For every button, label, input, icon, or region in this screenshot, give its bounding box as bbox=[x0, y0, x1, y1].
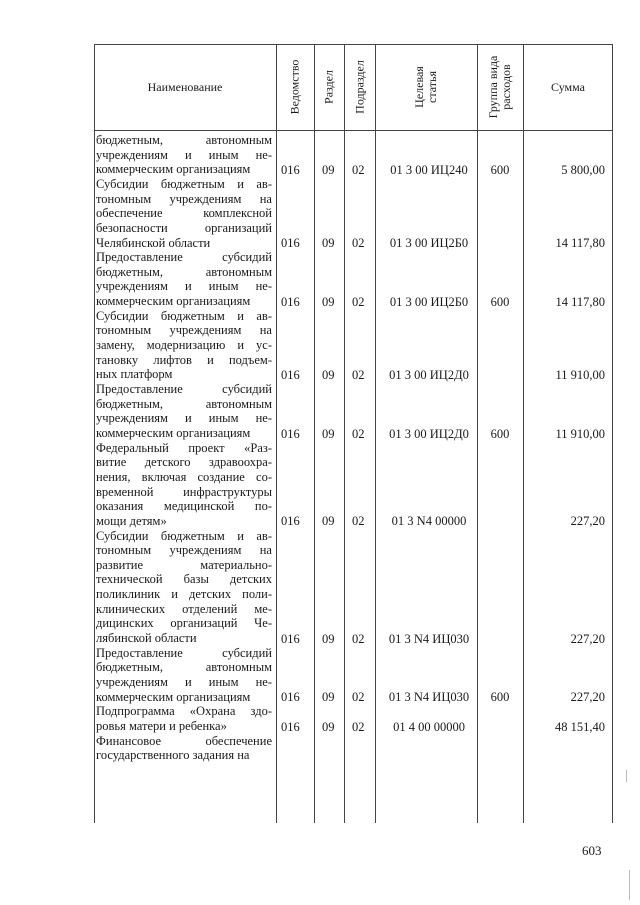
row-name-line: технической базы детских bbox=[96, 572, 272, 587]
budget-table bbox=[94, 44, 613, 823]
row-name bbox=[96, 382, 272, 441]
vedomstvo-cell: 016 bbox=[281, 719, 300, 734]
target-article-cell: 01 3 00 ИЦ2Б0 bbox=[389, 236, 469, 251]
vedomstvo-cell: 016 bbox=[281, 631, 300, 646]
row-name-line: дицинских организаций Че- bbox=[96, 616, 272, 631]
row-name-line: Субсидии бюджетным и ав- bbox=[96, 528, 272, 543]
row-name bbox=[96, 309, 272, 382]
target-article-cell: 01 3 00 ИЦ2Д0 bbox=[389, 367, 469, 382]
vedomstvo-cell: 016 bbox=[281, 162, 300, 177]
row-name-line: тономным учреждениям на bbox=[96, 191, 272, 206]
table-border-top bbox=[94, 44, 613, 45]
podrazdel-cell: 02 bbox=[352, 367, 365, 382]
row-name-line: Челябинской области bbox=[96, 235, 211, 250]
row-name-line: Предоставление субсидий bbox=[96, 250, 272, 265]
row-name-line: бюджетным, автономным bbox=[96, 264, 272, 279]
column-divider bbox=[314, 44, 315, 823]
row-name-line: бюджетным, автономным bbox=[96, 396, 272, 411]
row-name-line: витие детского здравоохра- bbox=[96, 455, 272, 470]
row-name-line: ровья матери и ребенка» bbox=[96, 718, 227, 733]
row-name-line: Финансовое обеспечение bbox=[96, 733, 272, 748]
row-name bbox=[96, 529, 272, 646]
row-name-line: мощи детям» bbox=[96, 513, 167, 528]
column-divider bbox=[344, 44, 345, 823]
target-article-cell: 01 3 00 ИЦ2Д0 bbox=[389, 426, 469, 441]
expense-group-cell: 600 bbox=[490, 690, 510, 705]
row-name-line: Предоставление субсидий bbox=[96, 382, 272, 397]
table-border-left bbox=[94, 44, 95, 823]
row-name-line: учреждениям и иным не- bbox=[96, 411, 272, 426]
column-divider bbox=[375, 44, 376, 823]
razdel-cell: 09 bbox=[322, 236, 335, 251]
expense-group-cell: 600 bbox=[490, 426, 510, 441]
amount-cell: 227,20 bbox=[570, 631, 605, 646]
row-name-line: клинических отделений ме- bbox=[96, 601, 272, 616]
razdel-cell: 09 bbox=[322, 631, 335, 646]
row-name-line: нения, включая создание со- bbox=[96, 469, 272, 484]
row-name bbox=[96, 177, 272, 250]
podrazdel-cell: 02 bbox=[352, 236, 365, 251]
amount-cell: 227,20 bbox=[570, 514, 605, 529]
vedomstvo-cell: 016 bbox=[281, 294, 300, 309]
row-name-line: Федеральный проект «Раз- bbox=[96, 440, 272, 455]
amount-cell: 48 151,40 bbox=[555, 719, 605, 734]
amount-cell: 14 117,80 bbox=[555, 294, 605, 309]
vedomstvo-cell: 016 bbox=[281, 426, 300, 441]
row-name-line: государственного задания на bbox=[96, 748, 250, 763]
row-name-line: учреждениям и иным не- bbox=[96, 147, 272, 162]
razdel-cell: 09 bbox=[322, 162, 335, 177]
row-name-line: бюджетным, автономным bbox=[96, 660, 272, 675]
header-gruppa: Группа вида расходов bbox=[486, 55, 513, 119]
row-name-line: учреждениям и иным не- bbox=[96, 675, 272, 690]
row-name-line: поликлиник и детских поли- bbox=[96, 587, 272, 602]
row-name-line: тономным учреждениям на bbox=[96, 323, 272, 338]
vedomstvo-cell: 016 bbox=[281, 236, 300, 251]
expense-group-cell: 600 bbox=[490, 162, 510, 177]
row-name-line: ных платформ bbox=[96, 367, 173, 382]
row-name-line: учреждениям и иным не- bbox=[96, 279, 272, 294]
razdel-cell: 09 bbox=[322, 367, 335, 382]
header-summa: Сумма bbox=[551, 80, 585, 94]
row-name bbox=[96, 441, 272, 529]
expense-group-cell: 600 bbox=[490, 294, 510, 309]
header-podrazdel: Подраздел bbox=[352, 60, 367, 114]
row-name-line: коммерческим организациям bbox=[96, 294, 251, 309]
amount-cell: 11 910,00 bbox=[555, 367, 605, 382]
row-name-line: тономным учреждениям на bbox=[96, 543, 272, 558]
target-article-cell: 01 3 N4 00000 bbox=[391, 514, 467, 529]
row-name-line: Субсидии бюджетным и ав- bbox=[96, 176, 272, 191]
razdel-cell: 09 bbox=[322, 690, 335, 705]
row-name-line: Подпрограмма «Охрана здо- bbox=[96, 704, 272, 719]
row-name-line: коммерческим организациям bbox=[96, 162, 251, 177]
row-name-line: безопасности организаций bbox=[96, 220, 272, 235]
podrazdel-cell: 02 bbox=[352, 514, 365, 529]
vedomstvo-cell: 016 bbox=[281, 367, 300, 382]
page-number: 603 bbox=[582, 843, 602, 858]
target-article-cell: 01 3 00 ИЦ2Б0 bbox=[389, 294, 469, 309]
row-name-line: развитие материально- bbox=[96, 557, 272, 572]
column-divider bbox=[523, 44, 524, 823]
razdel-cell: 09 bbox=[322, 426, 335, 441]
row-name-line: коммерческим организациям bbox=[96, 425, 251, 440]
header-name: Наименование bbox=[147, 80, 223, 94]
razdel-cell: 09 bbox=[322, 294, 335, 309]
table-border-right bbox=[612, 44, 613, 823]
amount-cell: 14 117,80 bbox=[555, 236, 605, 251]
razdel-cell: 09 bbox=[322, 719, 335, 734]
row-name bbox=[96, 133, 272, 177]
row-name-line: Субсидии бюджетным и ав- bbox=[96, 308, 272, 323]
podrazdel-cell: 02 bbox=[352, 162, 365, 177]
row-name bbox=[96, 250, 272, 309]
razdel-cell: 09 bbox=[322, 514, 335, 529]
row-name-line: тановку лифтов и подъем- bbox=[96, 352, 272, 367]
podrazdel-cell: 02 bbox=[352, 426, 365, 441]
row-name-line: временной инфраструктуры bbox=[96, 484, 272, 499]
podrazdel-cell: 02 bbox=[352, 690, 365, 705]
row-name-line: оказания медицинской по- bbox=[96, 499, 272, 514]
row-name-line: обеспечение комплексной bbox=[96, 206, 272, 221]
target-article-cell: 01 4 00 00000 bbox=[393, 719, 465, 734]
row-name bbox=[96, 646, 272, 705]
vedomstvo-cell: 016 bbox=[281, 514, 300, 529]
amount-cell: 5 800,00 bbox=[561, 162, 605, 177]
target-article-cell: 01 3 00 ИЦ240 bbox=[390, 162, 468, 177]
row-name-line: Предоставление субсидий bbox=[96, 645, 272, 660]
row-name-line: бюджетным, автономным bbox=[96, 133, 272, 147]
row-name-line: замену, модернизацию и ус- bbox=[96, 338, 272, 353]
row-name-line: коммерческим организациям bbox=[96, 689, 251, 704]
target-article-cell: 01 3 N4 ИЦ030 bbox=[388, 631, 470, 646]
row-name bbox=[96, 734, 272, 763]
podrazdel-cell: 02 bbox=[352, 719, 365, 734]
podrazdel-cell: 02 bbox=[352, 631, 365, 646]
target-article-cell: 01 3 N4 ИЦ030 bbox=[388, 690, 470, 705]
podrazdel-cell: 02 bbox=[352, 294, 365, 309]
vedomstvo-cell: 016 bbox=[281, 690, 300, 705]
header-razdel: Раздел bbox=[321, 70, 336, 104]
amount-cell: 227,20 bbox=[570, 690, 605, 705]
header-celevaya: Целевая статья bbox=[412, 66, 439, 108]
amount-cell: 11 910,00 bbox=[555, 426, 605, 441]
scan-speck bbox=[626, 770, 627, 782]
header-vedomstvo: Ведомство bbox=[287, 59, 302, 115]
row-name bbox=[96, 704, 272, 733]
header-divider bbox=[94, 130, 613, 131]
row-name-line: лябинской области bbox=[96, 631, 197, 646]
column-divider bbox=[276, 44, 277, 823]
scan-speck bbox=[629, 870, 630, 900]
